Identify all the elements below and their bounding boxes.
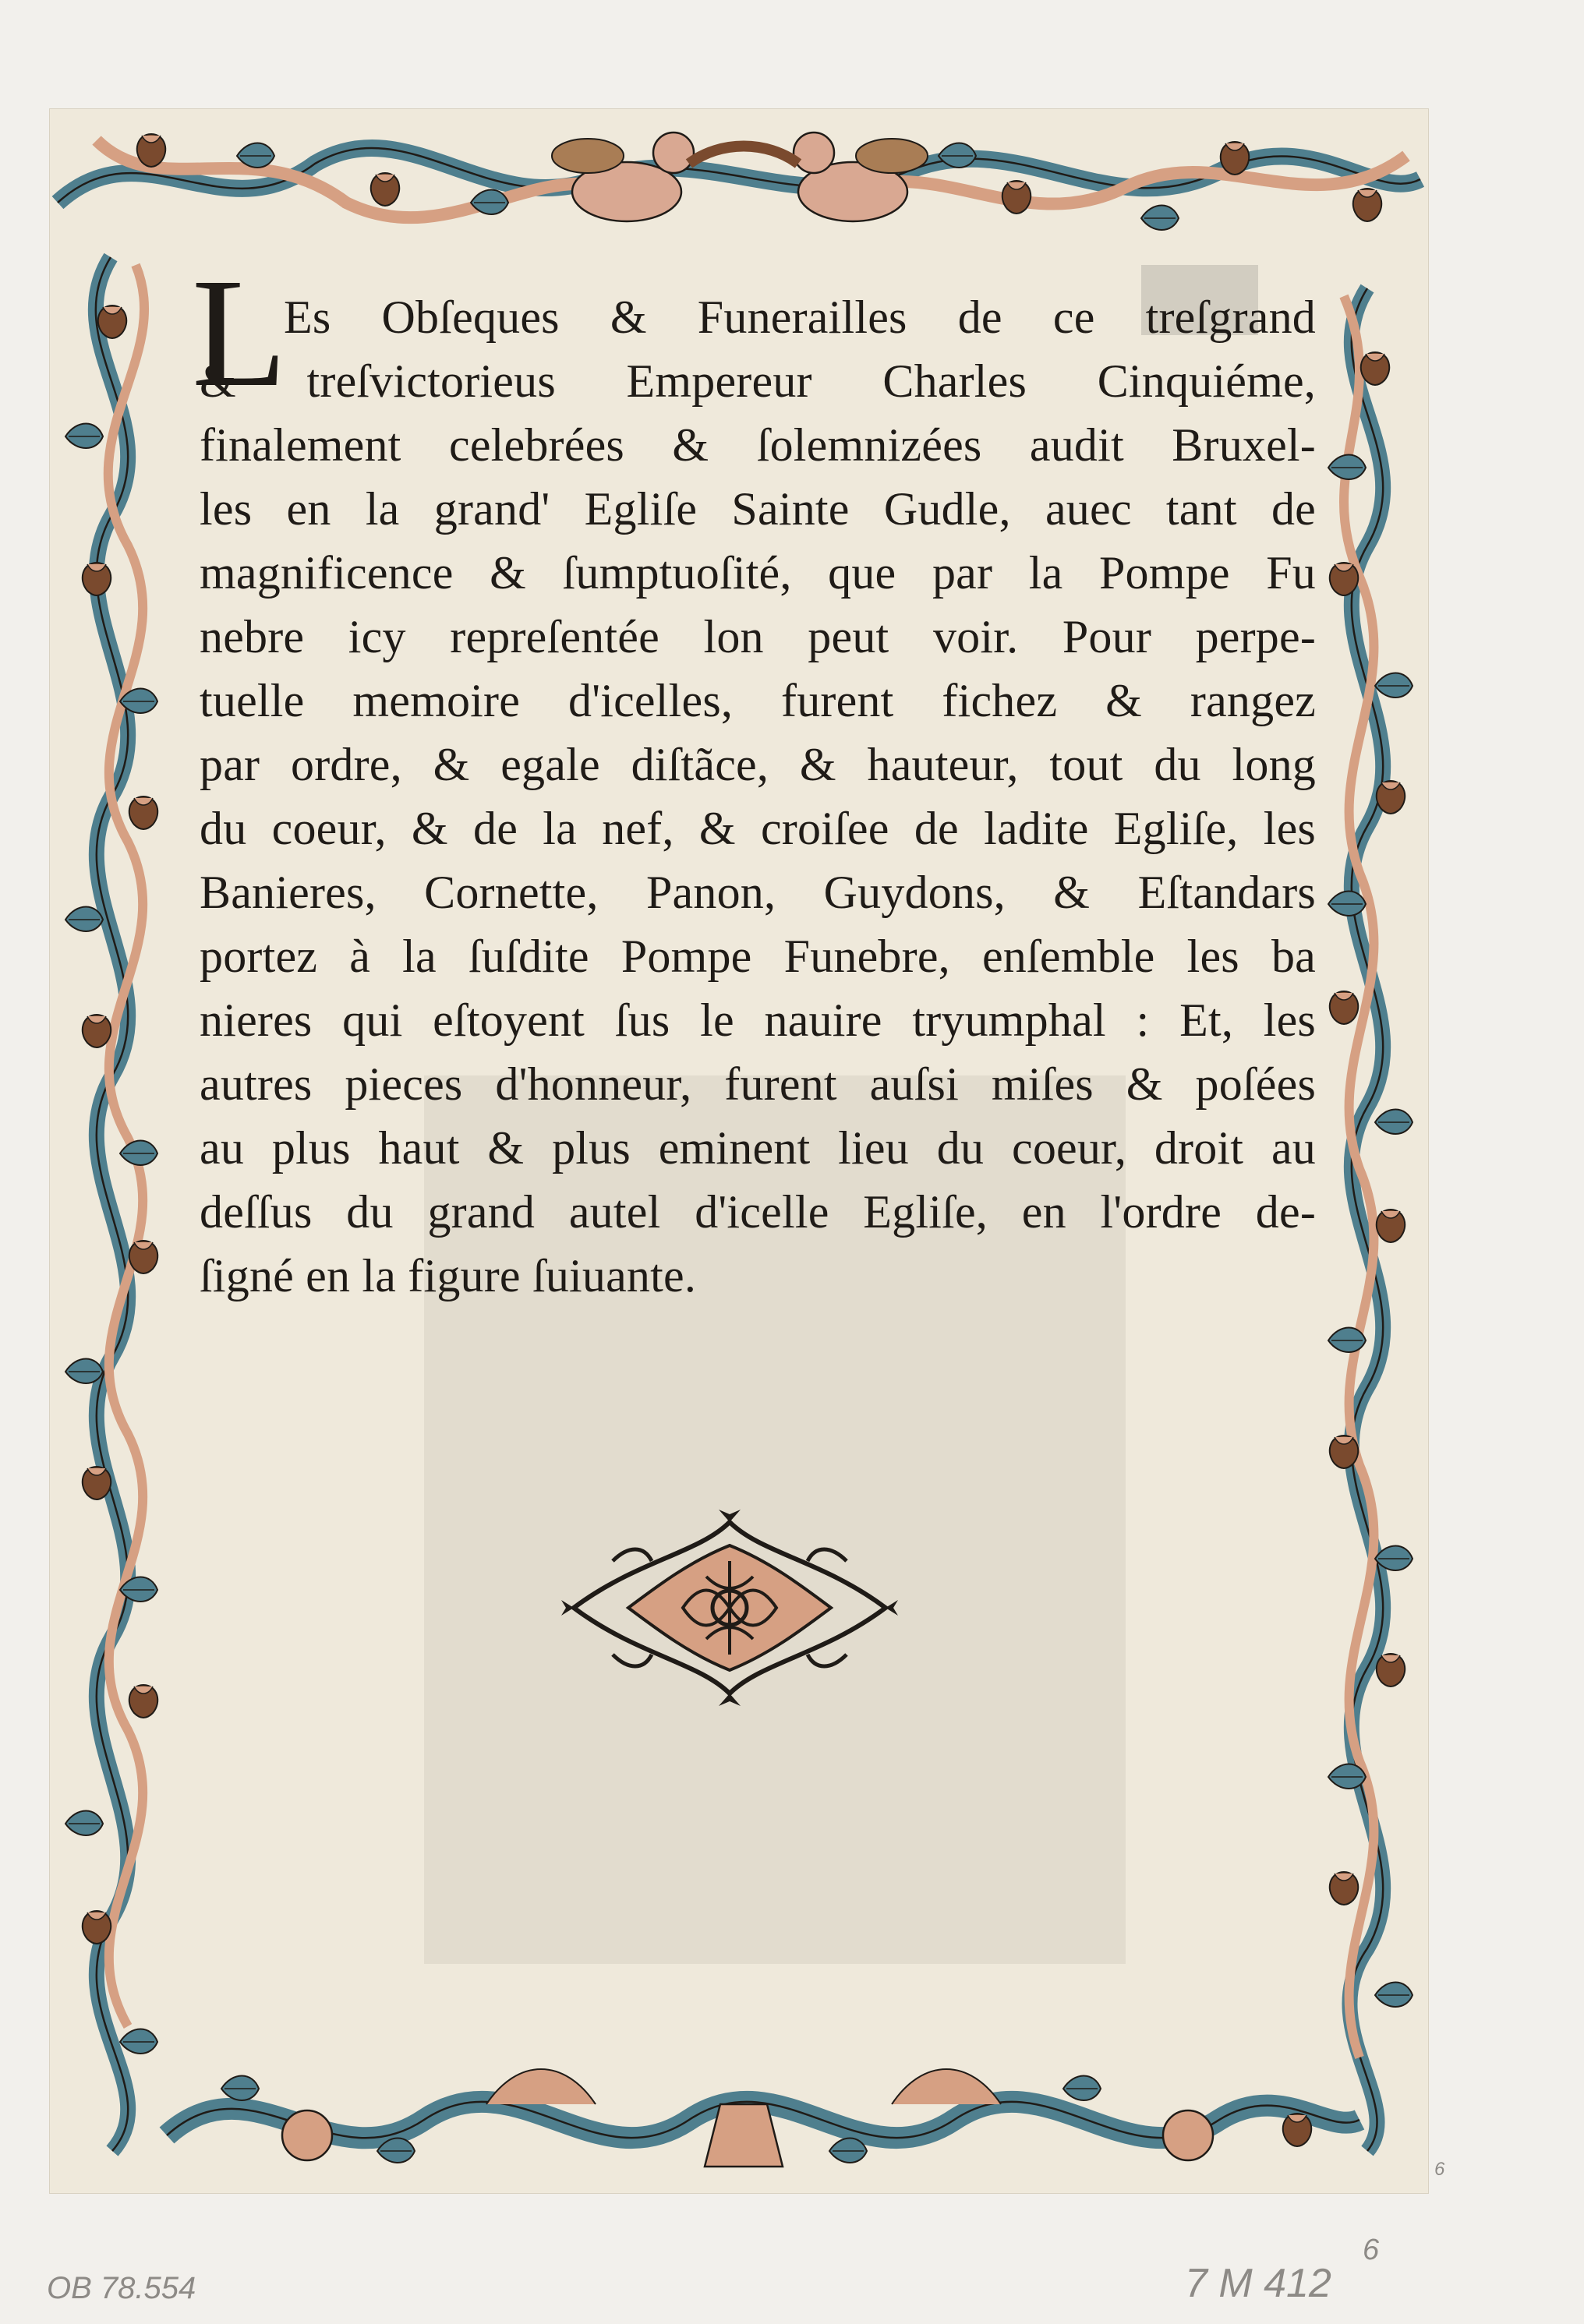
body-text xyxy=(192,247,1316,1308)
text-line: & treſvictorieus Empereur Charles Cinquiéme, xyxy=(200,355,1316,407)
drop-cap: L xyxy=(192,247,288,419)
text-line: les en la grand' Egliſe Sainte Gudle, auec tant de xyxy=(200,483,1316,535)
text-line: ſigné en la figure ſuiuante. xyxy=(200,1250,697,1302)
inventory-number: OB 78.554 xyxy=(47,2271,196,2305)
text-line: du coeur, & de la nef, & croiſee de ladite Egliſe, les xyxy=(200,803,1316,854)
text-line: nebre icy repreſentée lon peut voir. Pour perpe- xyxy=(200,611,1316,662)
text-line: Banieres, Cornette, Panon, Guydons, & Eſtandars xyxy=(200,867,1316,918)
text-line: magnificence & ſumptuoſité, que par la Pompe Fu xyxy=(200,547,1316,599)
text-line: par ordre, & egale diſtãce, & hauteur, tout du long xyxy=(200,739,1316,790)
text-line: Es Obſeques & Funerailles de ce treſgrand xyxy=(284,291,1316,343)
text-line: au plus haut & plus eminent lieu du coeur, droit au xyxy=(200,1122,1316,1174)
text-line: nieres qui eſtoyent ſus le nauire tryumphal : Et, les xyxy=(200,994,1316,1046)
shelf-mark: 7 M 412 xyxy=(1185,2261,1331,2306)
shelf-mark-superscript: 6 xyxy=(1363,2234,1380,2266)
print-sheet xyxy=(50,109,1428,2193)
text-line: tuelle memoire d'icelles, furent fichez & rangez xyxy=(200,675,1316,726)
text-line: finalement celebrées & ſolemnizées audit Bruxel- xyxy=(200,419,1316,471)
text-line: deſſus du grand autel d'icelle Egliſe, en l'ordre de- xyxy=(200,1186,1316,1238)
text-line: autres pieces d'honneur, furent auſsi miſes & poſées xyxy=(200,1058,1316,1110)
margin-mark: 6 xyxy=(1434,2159,1445,2180)
text-line: portez à la ſuſdite Pompe Funebre, enſemble les ba xyxy=(200,931,1316,982)
fleuron-ornament-icon xyxy=(558,1506,901,1709)
